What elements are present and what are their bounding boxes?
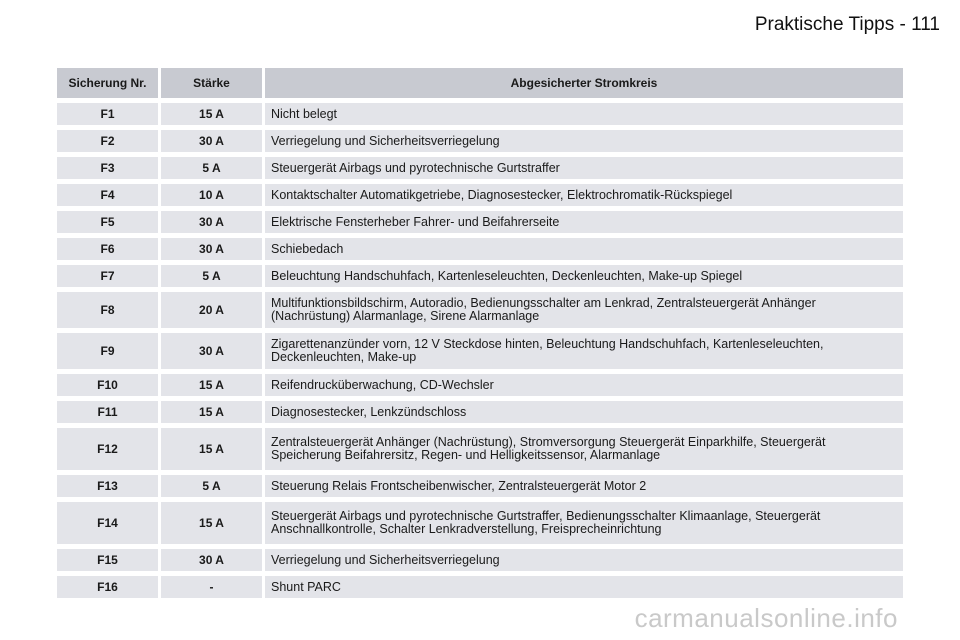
fuse-number-cell: F12 <box>57 428 158 470</box>
amperage-cell: 30 A <box>158 130 262 152</box>
circuit-cell: Schiebedach <box>262 238 903 260</box>
table-row <box>57 130 903 152</box>
fuse-number-cell: F10 <box>57 374 158 396</box>
fuse-number-cell: F8 <box>57 292 158 328</box>
fuse-number-cell: F9 <box>57 333 158 369</box>
watermark: carmanualsonline.info <box>634 603 898 633</box>
circuit-cell: Kontaktschalter Automatikgetriebe, Diagnosestecker, Elektrochromatik-Rückspiegel <box>262 184 903 206</box>
table-row <box>57 157 903 179</box>
circuit-cell: Steuerung Relais Frontscheibenwischer, Zentralsteuergerät Motor 2 <box>262 475 903 497</box>
amperage-cell: 5 A <box>158 265 262 287</box>
circuit-cell: Multifunktionsbildschirm, Autoradio, Bedienungsschalter am Lenkrad, Zentralsteuergerät Anhänger (Nachrüstung) Alarmanlage, Sirene Alarmanlage <box>262 292 903 328</box>
table-row <box>57 292 903 328</box>
column-header-fuse-number: Sicherung Nr. <box>57 68 158 98</box>
fuse-number-cell: F13 <box>57 475 158 497</box>
fuse-number-cell: F11 <box>57 401 158 423</box>
circuit-cell: Verriegelung und Sicherheitsverriegelung <box>262 130 903 152</box>
amperage-cell: 30 A <box>158 549 262 571</box>
amperage-cell: - <box>158 576 262 598</box>
table-row <box>57 475 903 497</box>
fuse-number-cell: F2 <box>57 130 158 152</box>
table-row <box>57 265 903 287</box>
table-row <box>57 238 903 260</box>
amperage-cell: 15 A <box>158 103 262 125</box>
circuit-cell: Diagnosestecker, Lenkzündschloss <box>262 401 903 423</box>
fuse-number-cell: F5 <box>57 211 158 233</box>
fuse-number-cell: F3 <box>57 157 158 179</box>
amperage-cell: 15 A <box>158 502 262 544</box>
circuit-cell: Beleuchtung Handschuhfach, Kartenleseleuchten, Deckenleuchten, Make-up Spiegel <box>262 265 903 287</box>
table-row <box>57 211 903 233</box>
column-header-amperage: Stärke <box>158 68 262 98</box>
table-row <box>57 374 903 396</box>
table-row <box>57 401 903 423</box>
amperage-cell: 15 A <box>158 401 262 423</box>
amperage-cell: 20 A <box>158 292 262 328</box>
circuit-cell: Steuergerät Airbags und pyrotechnische Gurtstraffer <box>262 157 903 179</box>
amperage-cell: 5 A <box>158 157 262 179</box>
circuit-cell: Zentralsteuergerät Anhänger (Nachrüstung), Stromversorgung Steuergerät Einparkhilfe, Steuergerät Speicherung Beifahrersitz, Regen- und Helligkeitssensor, Alarmanlage <box>262 428 903 470</box>
circuit-cell: Elektrische Fensterheber Fahrer- und Beifahrerseite <box>262 211 903 233</box>
circuit-cell: Nicht belegt <box>262 103 903 125</box>
table-row <box>57 184 903 206</box>
fuse-number-cell: F6 <box>57 238 158 260</box>
amperage-cell: 30 A <box>158 333 262 369</box>
fuse-number-cell: F16 <box>57 576 158 598</box>
fuse-number-cell: F4 <box>57 184 158 206</box>
amperage-cell: 10 A <box>158 184 262 206</box>
page-title: Praktische Tipps - 111 <box>754 14 940 35</box>
amperage-cell: 15 A <box>158 428 262 470</box>
table-row <box>57 428 903 470</box>
amperage-cell: 30 A <box>158 211 262 233</box>
fuse-table <box>57 63 903 603</box>
fuse-number-cell: F1 <box>57 103 158 125</box>
table-row <box>57 333 903 369</box>
column-header-circuit: Abgesicherter Stromkreis <box>262 68 903 98</box>
circuit-cell: Shunt PARC <box>262 576 903 598</box>
amperage-cell: 30 A <box>158 238 262 260</box>
fuse-number-cell: F14 <box>57 502 158 544</box>
circuit-cell: Zigarettenanzünder vorn, 12 V Steckdose hinten, Beleuchtung Handschuhfach, Kartenleseleuchten, Deckenleuchten, Make-up <box>262 333 903 369</box>
amperage-cell: 15 A <box>158 374 262 396</box>
amperage-cell: 5 A <box>158 475 262 497</box>
table-header-row <box>57 68 903 98</box>
table-row <box>57 103 903 125</box>
fuse-table-body <box>57 103 903 598</box>
circuit-cell: Verriegelung und Sicherheitsverriegelung <box>262 549 903 571</box>
table-row <box>57 502 903 544</box>
table-row <box>57 549 903 571</box>
fuse-number-cell: F7 <box>57 265 158 287</box>
circuit-cell: Reifendrucküberwachung, CD-Wechsler <box>262 374 903 396</box>
fuse-number-cell: F15 <box>57 549 158 571</box>
circuit-cell: Steuergerät Airbags und pyrotechnische Gurtstraffer, Bedienungsschalter Klimaanlage, Steuergerät Anschnallkontrolle, Schalter Lenkradverstellung, Freisprecheinrichtung <box>262 502 903 544</box>
table-row <box>57 576 903 598</box>
